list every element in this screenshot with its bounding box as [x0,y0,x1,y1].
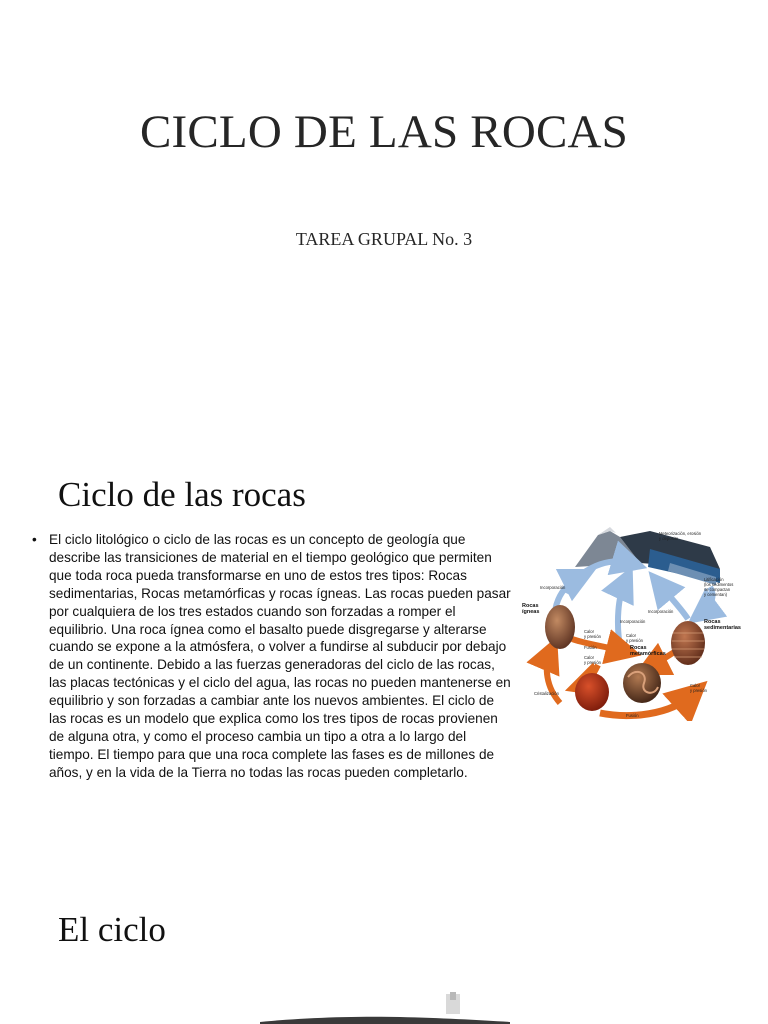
label-calor-a-1: Calor [584,629,595,634]
sedimentary-rock [671,621,705,665]
label-rocas-sedimentarias-1: Rocas [704,619,721,625]
label-meteorizacion-1: Meteorización, erosión [659,531,702,536]
magma-rock [575,673,609,711]
label-incorporacion-center: Incorporación [620,619,646,624]
image-fragment-ground [260,1017,510,1024]
label-calor-d-1: Calor [690,683,701,688]
label-calor-b-2: y presión [626,638,643,643]
igneous-rock [545,605,575,649]
paragraph-text: El ciclo litológico o ciclo de las rocas es un concepto de geología que describe las transiciones de material en el tiempo geológico que permiten que toda roca pueda transformarse en uno de estos tres tipos: Rocas sedimentarias, Rocas metamórficas y rocas ígneas. Las rocas pueden pasar por cualquiera de los tres estados cuando son forzadas a romper el equilibrio. Una roca ígnea como el basalto puede disgregarse y alterarse cuando se expone a la atmósfera, o volver a fundirse al subducir por debajo de un continente. Debido a las fuerzas generadoras del ciclo de las rocas, las placas tectónicas y el ciclo del agua, las rocas no pueden mantenerse en equilibrio y son forzadas a cambiar ante los nuevos ambientes. El ciclo de las rocas es un modelo que explica como los tres tipos de rocas provienen de alguna otra, y como el proceso cambia un tipo a otra a lo largo del tiempo. El tiempo para que una roca complete las fases es de millones de años, y en la vida de la Tierra no todas las rocas pueden completarlo. [49,532,511,780]
rock-cycle-diagram [520,527,746,721]
label-calor-d-2: y presión [690,688,707,693]
cycle-image-partial [260,990,510,1024]
label-cristalizacion: Cristalización [534,691,559,696]
bullet-marker: • [32,532,37,547]
section-title: Ciclo de las rocas [58,475,306,514]
label-rocas-igneas-1: Rocas [522,603,539,609]
label-incorporacion-top: Incorporación [540,585,566,590]
slide-subtitle: TAREA GRUPAL No. 3 [295,229,473,249]
label-litificacion-4: y cementan) [704,592,728,597]
label-rocas-metamorficas-1: Rocas [630,645,647,651]
label-litificacion-1: Litificación [704,577,724,582]
label-fusion-bottom: Fusión [626,713,639,718]
label-calor-a-2: y presión [584,634,601,639]
blue-arrow-center [618,582,625,647]
image-fragment-peak [450,992,456,1000]
label-meteorizacion-2: y depósito [659,536,679,541]
metamorphic-rock [623,663,661,703]
label-litificacion-2: (los sedimentos [704,582,734,587]
label-fusion-left: Fusión [584,645,597,650]
label-rocas-igneas-2: ígneas [522,609,540,615]
label-rocas-metamorficas-2: metamórficas [630,651,666,657]
bullet-paragraph [32,531,512,782]
section-title-2: El ciclo [58,910,166,949]
label-incorporacion-mid: Incorporación [648,609,674,614]
slide-title: CICLO DE LAS ROCAS [139,106,628,158]
label-rocas-sedimentarias-2: sedimentarias [704,625,741,631]
label-calor-c-1: Calor [584,655,595,660]
label-calor-b-1: Calor [626,633,637,638]
label-litificacion-3: se compactan [704,587,731,592]
label-calor-c-2: y presión [584,660,601,665]
